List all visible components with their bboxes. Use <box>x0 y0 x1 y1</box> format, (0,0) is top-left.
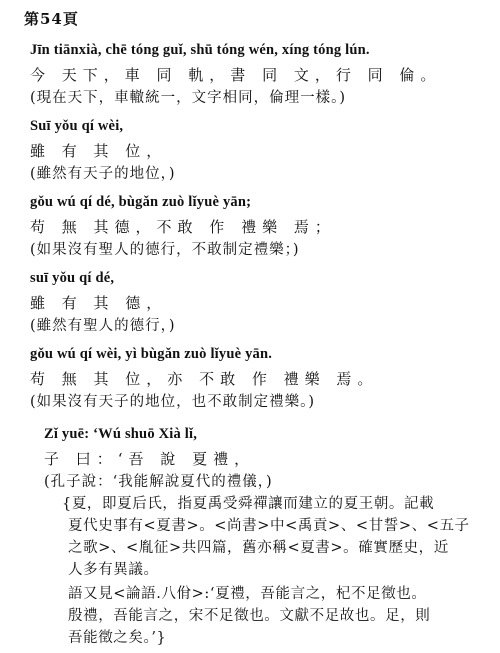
hanzi-line-4: 雖 有 其 德， <box>30 294 168 312</box>
annotation-line-6: 殷禮，吾能言之，宋不足徵也。文獻不足故也。足，則 <box>68 608 431 624</box>
gloss-line-3: (如果沒有聖人的德行，不敢制定禮樂；) <box>30 242 300 258</box>
annotation-line-3: 之歌>、<胤征>共四篇，舊亦稱<夏書>。確實歷史，近 <box>68 540 449 556</box>
annotation-line-4: 人多有異議。 <box>68 562 159 578</box>
pinyin-line-4: suī yǒu qí dé, <box>30 270 115 286</box>
gloss-line-5: (如果沒有天子的地位，也不敢制定禮樂。) <box>30 394 316 410</box>
hanzi-line-2: 雖 有 其 位， <box>30 142 168 160</box>
hanzi-line-5: 苟 無 其 位，亦 不敢 作 禮樂 焉。 <box>30 370 379 388</box>
gloss-line-1: (現在天下，車轍統一，文字相同，倫理一樣。) <box>30 90 347 106</box>
page-title: 第54頁 <box>24 10 79 28</box>
annotation-line-2: 夏代史事有<夏書>。<尚書>中<禹貢>、<甘誓>、<五子 <box>68 518 470 534</box>
gloss-line-2: (雖然有天子的地位，) <box>30 166 176 182</box>
annotation-line-7: 吾能徵之矣。’} <box>68 630 167 646</box>
hanzi-line-3: 苟 無 其德，不敢 作 禮樂 焉； <box>30 218 336 236</box>
annotation-line-5: 語又見<論語.八佾>:‘夏禮，吾能言之，杞不足徵也。 <box>68 586 427 602</box>
hanzi-line-6: 子 曰：‘吾 說 夏禮， <box>44 450 256 468</box>
hanzi-line-1: 今 天下，車 同 軌，書 同 文，行 同 倫。 <box>30 66 442 84</box>
pinyin-line-3: gǒu wú qí dé, bùgǎn zuò lǐyuè yān; <box>30 194 252 210</box>
pinyin-line-5: gǒu wú qí wèi, yì bùgǎn zuò lǐyuè yān. <box>30 346 273 362</box>
gloss-line-6: (孔子說：‘我能解說夏代的禮儀，) <box>44 474 273 490</box>
pinyin-line-6: Zǐ yuē: ‘Wú shuō Xià lǐ, <box>44 426 198 442</box>
gloss-line-4: (雖然有聖人的德行，) <box>30 318 176 334</box>
annotation-line-1: {夏，即夏后氏，指夏禹受舜禪讓而建立的夏王朝。記載 <box>62 496 435 512</box>
pinyin-line-2: Suī yǒu qí wèi, <box>30 118 124 134</box>
pinyin-line-1: Jīn tiānxià, chē tóng guǐ, shū tóng wén, xíng tóng lún. <box>30 42 370 58</box>
